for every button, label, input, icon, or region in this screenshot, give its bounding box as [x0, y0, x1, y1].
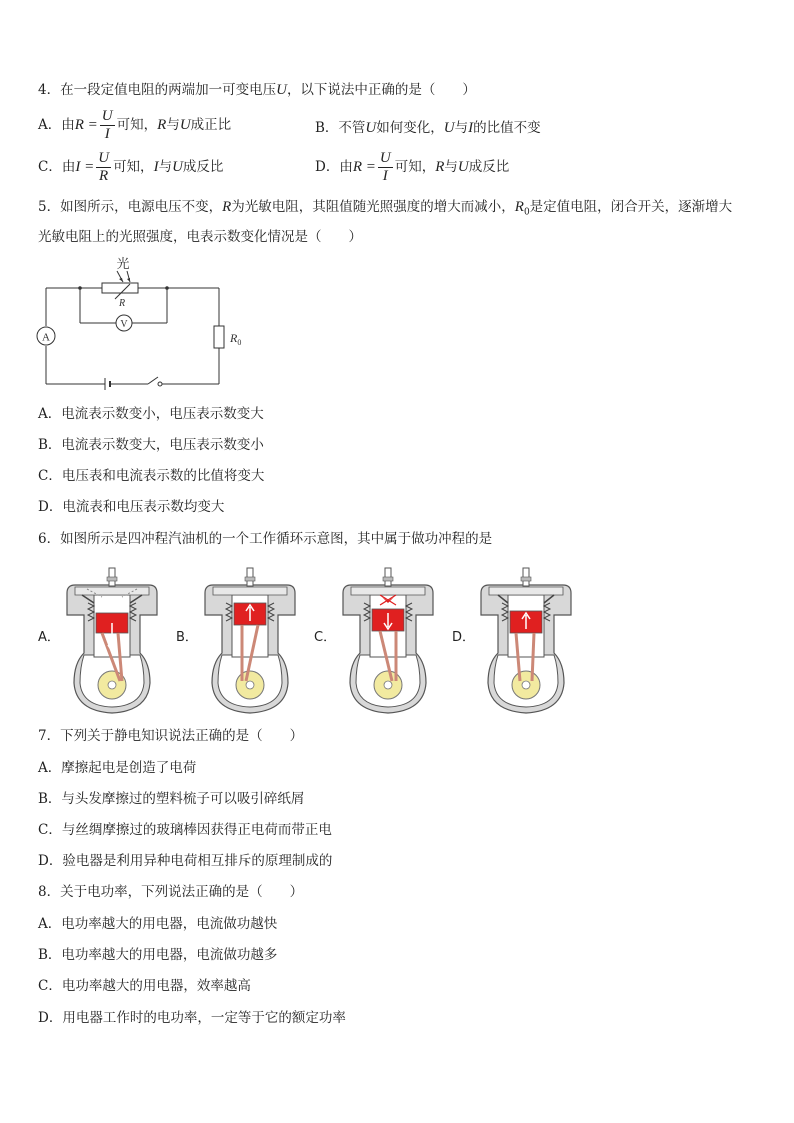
q6-stem: 6．如图所示是四冲程汽油机的一个工作循环示意图，其中属于做功冲程的是	[38, 531, 493, 547]
q5-circuit-diagram	[30, 253, 250, 393]
engine-diagram-a	[62, 563, 162, 718]
ammeter-label: A	[42, 331, 50, 344]
fraction: $\frac{U}{I}$	[101, 108, 113, 142]
q4-option-c: C．由I = $\frac{U}{R}$ 可知，I与U成反比	[38, 150, 224, 184]
engine-diagram-c	[338, 563, 438, 718]
q5-stem-line1: 5．如图所示，电源电压不变，R为光敏电阻，其阻值随光照强度的增大而减小，$R_0$是定值电阻，闭合开关，逐渐增大	[38, 199, 733, 218]
q8-option-d: D．用电器工作时的电功率，一定等于它的额定功率	[38, 1010, 346, 1026]
q8-option-c: C．电功率越大的用电器，效率越高	[38, 978, 251, 994]
q4-stem: 4．在一段定值电阻的两端加一可变电压U，以下说法中正确的是（ ）	[38, 82, 476, 98]
q6-label-a: A．	[38, 630, 60, 645]
q5-option-d: D．电流表和电压表示数均变大	[38, 499, 225, 515]
q5-option-a: A．电流表示数变小，电压表示数变大	[38, 406, 264, 422]
q8-stem: 8．关于电功率，下列说法正确的是（ ）	[38, 884, 304, 900]
engine-diagram-b	[200, 563, 300, 718]
r0-label: $R_0$	[230, 331, 242, 347]
q8-option-b: B．电功率越大的用电器，电流做功越多	[38, 947, 278, 963]
q7-option-b: B．与头发摩擦过的塑料梳子可以吸引碎纸屑	[38, 791, 305, 807]
q7-option-d: D．验电器是利用异种电荷相互排斥的原理制成的	[38, 853, 333, 869]
q6-label-b: B．	[176, 630, 198, 645]
q6-label-c: C．	[314, 630, 337, 645]
q4-option-b: B．不管U如何变化，U与I的比值不变	[315, 120, 541, 136]
voltmeter-label: V	[120, 319, 128, 330]
light-label: 光	[116, 257, 130, 272]
fraction: $\frac{U}{I}$	[379, 150, 391, 184]
photoresistor-label: R	[118, 298, 126, 309]
q6-label-d: D．	[452, 630, 476, 645]
q7-option-c: C．与丝绸摩擦过的玻璃棒因获得正电荷而带正电	[38, 822, 332, 838]
q7-option-a: A．摩擦起电是创造了电荷	[38, 760, 197, 776]
q5-stem-line2: 光敏电阻上的光照强度，电表示数变化情况是（ ）	[38, 229, 362, 245]
q4-option-a: A．由R = $\frac{U}{I}$ 可知，R与U成正比	[38, 108, 232, 142]
fraction: $\frac{U}{R}$	[98, 150, 110, 184]
q5-option-b: B．电流表示数变大，电压表示数变小	[38, 437, 264, 453]
q8-option-a: A．电功率越大的用电器，电流做功越快	[38, 916, 278, 932]
engine-diagram-d	[476, 563, 576, 718]
q7-stem: 7．下列关于静电知识说法正确的是（ ）	[38, 728, 304, 744]
q5-option-c: C．电压表和电流表示数的比值将变大	[38, 468, 265, 484]
q4-option-d: D．由R = $\frac{U}{I}$ 可知，R与U成反比	[315, 150, 510, 184]
